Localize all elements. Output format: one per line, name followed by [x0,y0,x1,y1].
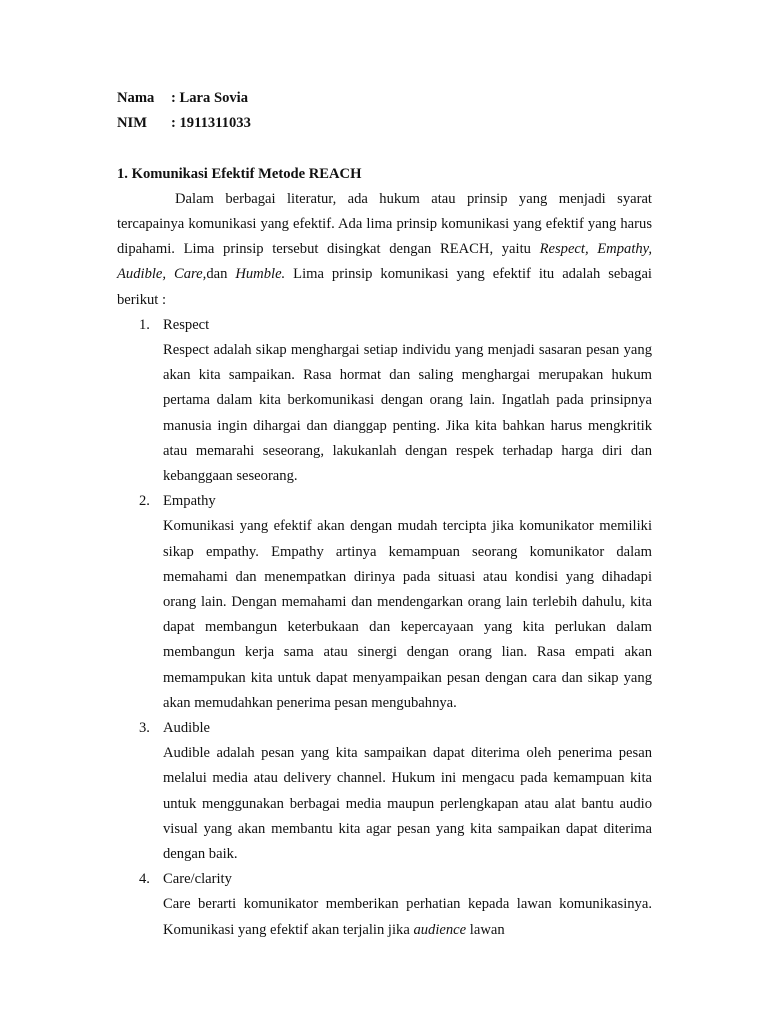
nama-value: : Lara Sovia [171,90,249,106]
intro-humble: Humble. [235,266,286,283]
intro-text-2: Lima prinsip komunikasi yang efektif itu adalah sebagai berikut : [117,266,652,308]
list-item-title: Respect [163,316,210,333]
list-item-body [163,892,652,942]
list-item-care [117,867,652,943]
care-body-text-1: Care berarti komunikator memberikan perhatian kepada lawan komunikasinya. Komunikasi yang efektif akan terjalin jika [163,896,652,938]
care-body-text-2: lawan [466,921,505,938]
list-item-title: Care/clarity [163,871,232,888]
intro-empathy: Empathy, [597,241,652,258]
section-title: 1. Komunikasi Efektif Metode REACH [117,165,362,182]
reach-list [117,313,652,943]
nama-label: Nama [117,90,155,106]
list-item-number: 1. [139,316,150,333]
list-item-title: Audible [163,720,211,737]
nim-label: NIM [117,115,147,132]
intro-respect: Respect, [539,241,589,258]
list-item-number: 2. [139,493,150,510]
intro-audible: Audible, [117,266,167,283]
document-content [117,86,652,943]
list-item-audible [117,716,652,867]
list-item-body: Respect adalah sikap menghargai setiap individu yang menjadi sasaran pesan yang akan kita sampaikan. Rasa hormat dan saling menghargai merupakan hukum pertama dalam kita berkomunikasi dengan orang lain. Ingatlah pada prinsipnya manusia ingin dihargai dan dianggap penting. Jika kita bahkan harus mengkritik atau memarahi seseorang, lakukanlah dengan respek terhadap harga diri dan kebanggaan seseorang. [163,341,652,484]
list-item-body: Komunikasi yang efektif akan dengan mudah tercipta jika komunikator memiliki sikap empathy. Empathy artinya kemampuan seorang komunikator dalam memahami dan menempatkan dirinya pada situasi atau kondisi yang dihadapi orang lain. Dengan memahami dan mendengarkan orang lain terlebih dahulu, kita dapat membangun keterbukaan dan kepercayaan yang kita perlukan dalam membangun kerja sama atau sinergi dengan orang lian. Rasa empati akan memampukan kita untuk dapat menyampaikan pesan dengan cara dan sikap yang akan memudahkan penerima pesan mengubahnya. [163,518,652,711]
intro-paragraph [117,187,652,313]
intro-care: Care, [174,266,207,283]
list-item-empathy [117,489,652,716]
intro-dan: dan [206,266,236,283]
intro-text-1: Dalam berbagai literatur, ada hukum atau prinsip yang menjadi syarat tercapainya komunikasi yang efektif. Ada lima prinsip komunikasi yang efektif yang harus dipahami. Lima prinsip tersebut disingkat dengan REACH, yaitu [117,190,652,258]
list-item-number: 4. [139,871,150,888]
nama-line [117,86,652,111]
list-item-respect [117,313,652,489]
list-item-title: Empathy [163,493,216,510]
list-item-body: Audible adalah pesan yang kita sampaikan dapat diterima oleh penerima pesan melalui media atau delivery channel. Hukum ini mengacu pada kemampuan kita untuk menggunakan berbagai media maupun perlengkapan atau alat bantu audio visual yang akan membantu kita agar pesan yang kita sampaikan dapat diterima dengan baik. [163,745,652,863]
nim-value: : 1911311033 [171,115,251,132]
care-body-audience: audience [413,921,467,938]
list-item-number: 3. [139,720,150,737]
nim-line [117,111,652,136]
